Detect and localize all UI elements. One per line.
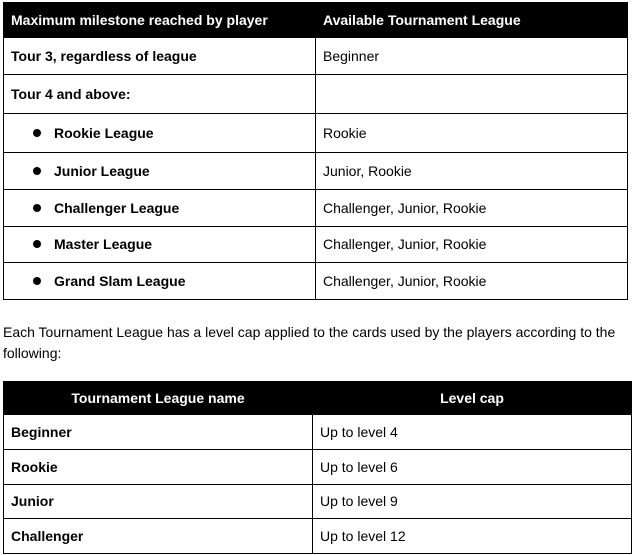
available-league-cell: Beginner bbox=[316, 38, 628, 75]
table-row bbox=[4, 38, 628, 75]
table-row bbox=[4, 519, 632, 554]
available-league-cell: Junior, Rookie bbox=[316, 153, 628, 190]
league-name-column-header: Tournament League name bbox=[4, 382, 313, 415]
level-cap-cell: Up to level 9 bbox=[313, 485, 632, 519]
milestone-cell bbox=[4, 153, 316, 190]
table-row bbox=[4, 450, 632, 485]
milestone-label: Junior League bbox=[54, 162, 150, 179]
milestone-cell bbox=[4, 190, 316, 227]
bullet-icon bbox=[33, 277, 41, 285]
milestone-cell bbox=[4, 227, 316, 263]
table-row bbox=[4, 153, 628, 190]
league-name-cell: Beginner bbox=[4, 415, 313, 450]
table-row bbox=[4, 75, 628, 114]
level-cap-table-header-row bbox=[4, 382, 632, 415]
available-league-cell: Challenger, Junior, Rookie bbox=[316, 227, 628, 263]
table-row bbox=[4, 114, 628, 153]
available-league-cell bbox=[316, 75, 628, 114]
level-cap-column-header: Level cap bbox=[313, 382, 632, 415]
level-cap-cell: Up to level 12 bbox=[313, 519, 632, 554]
table-row bbox=[4, 485, 632, 519]
available-league-column-header: Available Tournament League bbox=[316, 3, 628, 38]
level-cap-cell: Up to level 6 bbox=[313, 450, 632, 485]
milestone-cell: Tour 4 and above: bbox=[4, 75, 316, 114]
available-league-cell: Challenger, Junior, Rookie bbox=[316, 190, 628, 227]
table-row bbox=[4, 190, 628, 227]
bullet-icon bbox=[33, 129, 41, 137]
milestone-column-header: Maximum milestone reached by player bbox=[4, 3, 316, 38]
bullet-icon bbox=[33, 167, 41, 175]
milestone-cell bbox=[4, 114, 316, 153]
available-league-cell: Rookie bbox=[316, 114, 628, 153]
table-row bbox=[4, 227, 628, 263]
league-name-cell: Junior bbox=[4, 485, 313, 519]
table-row bbox=[4, 415, 632, 450]
milestone-label: Challenger League bbox=[54, 199, 180, 216]
level-cap-cell: Up to level 4 bbox=[313, 415, 632, 450]
milestone-table bbox=[3, 2, 628, 300]
milestone-label: Master League bbox=[54, 236, 153, 252]
league-name-cell: Challenger bbox=[4, 519, 313, 554]
table-row bbox=[4, 263, 628, 300]
milestone-label: Grand Slam League bbox=[54, 272, 186, 289]
milestone-cell: Tour 3, regardless of league bbox=[4, 38, 316, 75]
bullet-icon bbox=[33, 204, 41, 212]
league-name-cell: Rookie bbox=[4, 450, 313, 485]
milestone-table-header-row bbox=[4, 3, 628, 38]
available-league-cell: Challenger, Junior, Rookie bbox=[316, 263, 628, 300]
level-cap-table bbox=[3, 381, 632, 554]
milestone-cell bbox=[4, 263, 316, 300]
level-cap-description: Each Tournament League has a level cap applied to the cards used by the players according to the following: bbox=[3, 324, 616, 361]
bullet-icon bbox=[33, 240, 41, 248]
milestone-label: Rookie League bbox=[54, 124, 154, 141]
